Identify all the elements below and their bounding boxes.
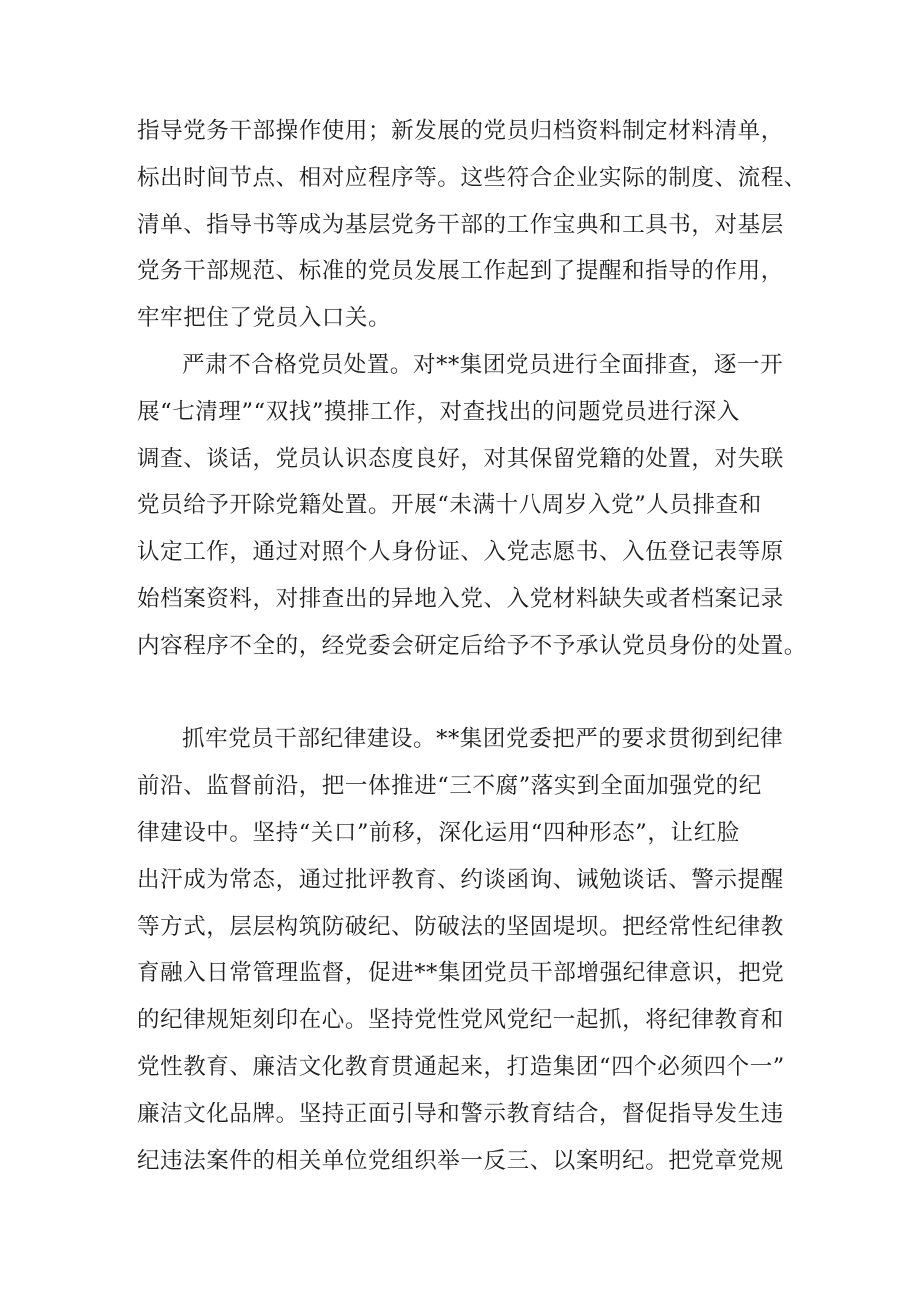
text-line: 前沿、监督前沿，把一体推进“三不腐”落实到全面加强党的纪 xyxy=(137,773,762,800)
text-line: 律建设中。坚持“关口”前移，深化运用“四种形态”，让红脸 xyxy=(137,819,740,846)
text-line: 育融入日常管理监督，促进**集团党员干部增强纪律意识，把党 xyxy=(137,960,785,987)
text-line: 党员给予开除党籍处置。开展“未满十八周岁入党”人员排查和 xyxy=(137,492,762,519)
text-line: 抓牢党员干部纪律建设。**集团党委把严的要求贯彻到纪律 xyxy=(182,726,784,753)
text-line: 廉洁文化品牌。坚持正面引导和警示教育结合，督促指导发生违 xyxy=(137,1100,784,1127)
text-line: 纪违法案件的相关单位党组织举一反三、以案明纪。把党章党规 xyxy=(137,1147,784,1174)
paragraph-3 xyxy=(137,716,797,1184)
text-line: 牢牢把住了党员入口关。 xyxy=(137,305,392,332)
text-line: 展“七清理”“双找”摸排工作，对查找出的问题党员进行深入 xyxy=(137,398,740,425)
text-line xyxy=(137,670,797,717)
text-line: 始档案资料，对排查出的异地入党、入党材料缺失或者档案记录 xyxy=(137,585,784,612)
text-line: 党务干部规范、标准的党员发展工作起到了提醒和指导的作用， xyxy=(137,258,784,285)
text-line: 党性教育、廉洁文化教育贯通起来，打造集团“四个必须四个一” xyxy=(137,1053,785,1080)
document-body xyxy=(137,108,807,1184)
text-line: 严肃不合格党员处置。对**集团党员进行全面排查，逐一开 xyxy=(182,351,784,378)
text-line: 调查、谈话，党员认识态度良好，对其保留党籍的处置，对失联 xyxy=(137,445,784,472)
text-line: 清单、指导书等成为基层党务干部的工作宝典和工具书，对基层 xyxy=(137,211,784,238)
text-line: 标出时间节点、相对应程序等。这些符合企业实际的制度、流程、 xyxy=(137,164,807,191)
text-line: 等方式，层层构筑防破纪、防破法的坚固堤坝。把经常性纪律教 xyxy=(137,913,784,940)
text-line: 内容程序不全的，经党委会研定后给予不予承认党员身份的处置。 xyxy=(137,632,807,659)
text-line: 的纪律规矩刻印在心。坚持党性党风党纪一起抓，将纪律教育和 xyxy=(137,1007,784,1034)
paragraph-2 xyxy=(137,342,807,716)
text-line: 出汗成为常态，通过批评教育、约谈函询、诫勉谈话、警示提醒 xyxy=(137,866,784,893)
paragraph-1 xyxy=(137,108,807,342)
text-line: 指导党务干部操作使用；新发展的党员归档资料制定材料清单， xyxy=(137,118,784,144)
text-line: 认定工作，通过对照个人身份证、入党志愿书、入伍登记表等原 xyxy=(137,539,784,566)
